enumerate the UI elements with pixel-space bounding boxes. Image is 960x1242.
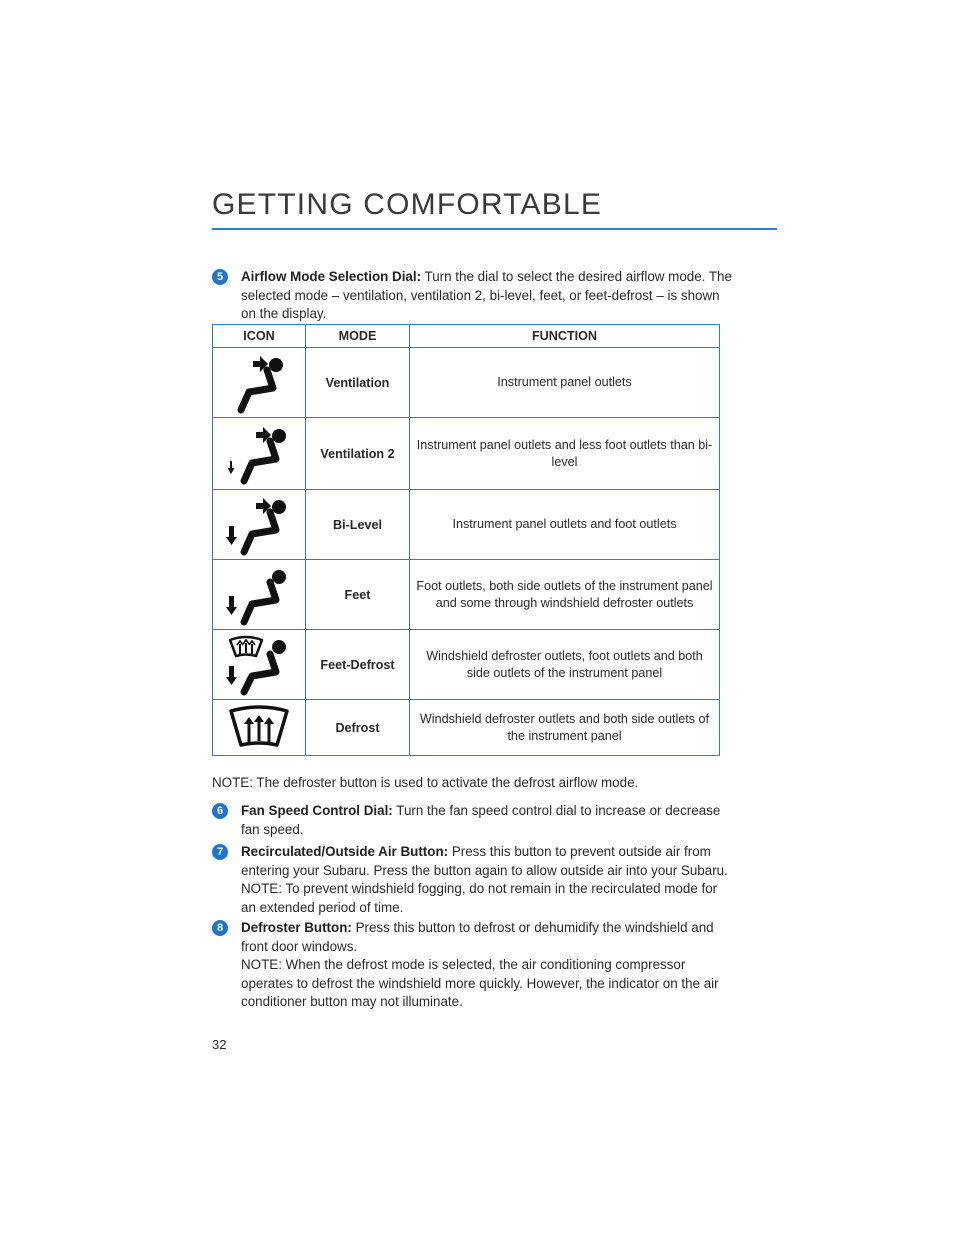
item-description: Turn the dial to select the desired airflow mode. The selected mode – ventilation, ventilation 2, bi-level, feet, or feet-defrost – is shown on the display. [241,269,732,321]
feet-icon [226,564,292,626]
section-title: GETTING COMFORTABLE [212,188,603,221]
mode-function: Windshield defroster outlets and both side outlets of the instrument panel [410,700,720,756]
callout-badge-7: 7 [212,844,228,860]
page-number: 32 [212,1037,227,1052]
item-recirculated-air [212,843,732,917]
feet-defrost-icon [226,634,292,696]
mode-function: Instrument panel outlets and foot outlets [410,490,720,560]
item-label: Defroster Button: [241,920,352,935]
column-header-icon: ICON [213,325,306,348]
item-note: NOTE: When the defrost mode is selected, the air conditioning compressor operates to defrost the windshield more quickly. However, the indicator on the air conditioner button may not illuminate. [241,957,719,1009]
mode-name: Feet [306,560,410,630]
mode-name: Defrost [306,700,410,756]
table-row [213,560,720,630]
item-description: Turn the fan speed control dial to increase or decrease fan speed. [241,803,721,837]
ventilation-2-icon [226,423,292,485]
item-defroster-button [212,919,732,1012]
table-row [213,418,720,490]
item-note: NOTE: To prevent windshield fogging, do not remain in the recirculated mode for an extended period of time. [241,881,718,915]
item-label: Airflow Mode Selection Dial: [241,269,422,284]
mode-function: Instrument panel outlets and less foot outlets than bi-level [410,418,720,490]
item-description: Press this button to defrost or dehumidify the windshield and front door windows. [241,920,714,954]
callout-badge-8: 8 [212,920,228,936]
item-airflow-mode [212,268,732,324]
header-rule [212,228,777,230]
mode-function: Instrument panel outlets [410,348,720,418]
defrost-icon [228,705,290,751]
table-header-row [213,325,720,348]
column-header-function: FUNCTION [410,325,720,348]
table-row [213,700,720,756]
ventilation-icon [229,352,289,414]
callout-badge-6: 6 [212,803,228,819]
bi-level-icon [226,494,292,556]
table-row [213,630,720,700]
column-header-mode: MODE [306,325,410,348]
mode-name: Ventilation 2 [306,418,410,490]
item-fan-speed [212,802,732,839]
mode-name: Bi-Level [306,490,410,560]
airflow-mode-table [212,324,720,756]
mode-name: Ventilation [306,348,410,418]
item-description: Press this button to prevent outside air from entering your Subaru. Press the button again to allow outside air into your Subaru. [241,844,728,878]
item-label: Fan Speed Control Dial: [241,803,393,818]
defroster-note: NOTE: The defroster button is used to activate the defrost airflow mode. [212,775,639,790]
callout-badge-5: 5 [212,269,228,285]
table-row [213,348,720,418]
mode-name: Feet-Defrost [306,630,410,700]
mode-function: Foot outlets, both side outlets of the instrument panel and some through windshield defroster outlets [410,560,720,630]
mode-function: Windshield defroster outlets, foot outlets and both side outlets of the instrument panel [410,630,720,700]
table-row [213,490,720,560]
item-label: Recirculated/Outside Air Button: [241,844,449,859]
